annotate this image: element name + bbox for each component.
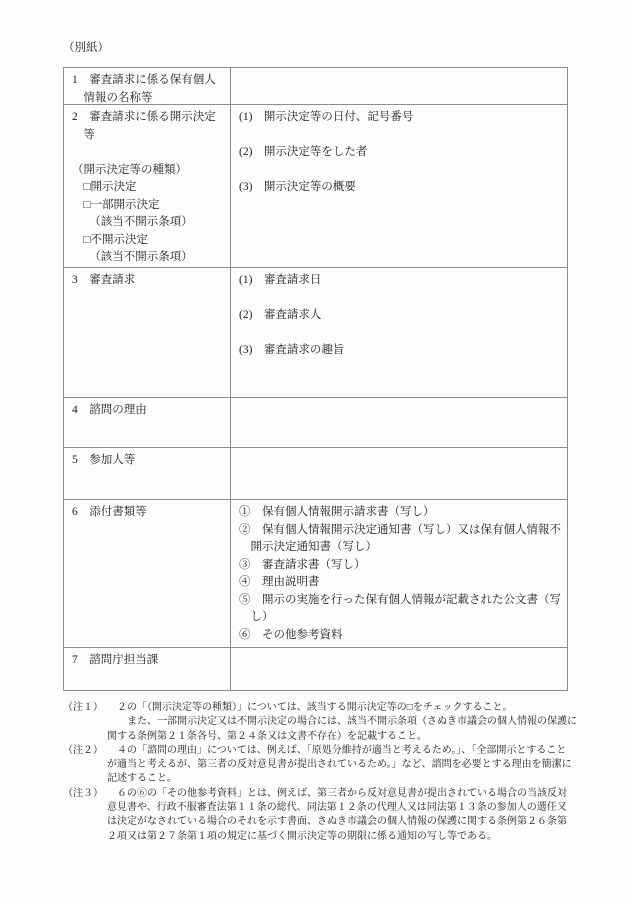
text-line: 意見書や、行政不服審査法第１１条の総代、同法第１２条の代理人又は同法第１３条の参加人の選任又 bbox=[107, 802, 567, 814]
text-line: 6 添付書類等 bbox=[72, 506, 147, 518]
text-line: 関する条例第２１条各号、第２４条又は文書不存在）を記載すること。 bbox=[107, 730, 427, 742]
text-line: (1) 審査請求日 bbox=[239, 274, 322, 286]
text-line: は決定がなされている場合のそれを示す書面、さぬき市議会の個人情報の保護に関する条例第２６条第 bbox=[107, 816, 567, 828]
text-line: (3) 審査請求の趣旨 bbox=[239, 344, 345, 356]
text-line: (1) 開示決定等の日付、記号番号 bbox=[239, 111, 414, 123]
text-line: (3) 開示決定等の概要 bbox=[239, 181, 356, 193]
row-header-cell bbox=[64, 648, 231, 690]
row-header-cell bbox=[64, 398, 231, 447]
text-line: し） bbox=[239, 611, 274, 623]
footnote-label: （注１） bbox=[63, 702, 103, 713]
text-line: 3 審査請求 bbox=[72, 274, 136, 286]
row-header-cell bbox=[64, 105, 231, 267]
row-content-cell bbox=[231, 648, 567, 690]
table-row-1 bbox=[64, 68, 567, 104]
text-line bbox=[239, 290, 564, 308]
text-line bbox=[239, 162, 564, 180]
text-line: 情報の名称等 bbox=[72, 91, 153, 104]
footnote-label: （注２） bbox=[63, 744, 103, 756]
table-row-3 bbox=[64, 267, 567, 397]
text-line: (2) 審査請求人 bbox=[239, 309, 322, 321]
footnote-3 bbox=[63, 787, 577, 844]
footnote-text bbox=[107, 787, 577, 844]
footnote-text bbox=[107, 701, 577, 744]
text-line: □開示決定 bbox=[72, 181, 137, 193]
text-line: が適当と考えるが、第三者の反対意見書が提出されているため。」など、諮問を必要とする理由を簡潔に bbox=[107, 759, 572, 771]
text-line: 2 審査請求に係る開示決定 bbox=[72, 111, 216, 123]
text-line: 7 諮問庁担当課 bbox=[72, 654, 159, 666]
row-content-cell bbox=[231, 68, 567, 104]
row-header-cell bbox=[64, 268, 231, 397]
footnote-label: （注３） bbox=[63, 787, 103, 799]
table-row-6 bbox=[64, 499, 567, 647]
text-line: ２の「（開示決定等の種類）」については、該当する開示決定等の□をチェックすること。 bbox=[107, 702, 513, 713]
text-line: □一部開示決定 bbox=[72, 198, 160, 211]
text-line: 1 審査請求に係る保有個人 bbox=[72, 74, 216, 86]
row-header-cell bbox=[64, 68, 231, 104]
table-row-7 bbox=[64, 647, 567, 690]
text-line: 4 諮問の理由 bbox=[72, 404, 147, 416]
text-line bbox=[239, 127, 564, 145]
text-line: 開示決定通知書（写し） bbox=[239, 541, 377, 553]
footnotes bbox=[63, 701, 577, 844]
text-line: 記述すること。 bbox=[107, 773, 177, 785]
text-line: ２項又は第２７条第１項の規定に基づく開示決定等の期限に係る通知の写し等である。 bbox=[107, 830, 497, 842]
text-line: 5 参加人等 bbox=[72, 454, 136, 466]
row-content-cell bbox=[231, 448, 567, 499]
footnote-text bbox=[107, 744, 577, 787]
text-line: （開示決定等の種類） bbox=[72, 163, 187, 176]
row-content-cell bbox=[231, 500, 567, 647]
text-line: ④ 理由説明書 bbox=[239, 576, 320, 588]
footnote-2 bbox=[63, 744, 577, 787]
row-content-cell bbox=[231, 105, 567, 267]
table-row-2 bbox=[64, 104, 567, 267]
text-line: ③ 審査請求書（写し） bbox=[239, 558, 366, 571]
row-header-cell bbox=[64, 500, 231, 647]
text-line: （該当不開示条項） bbox=[72, 251, 193, 263]
row-header-cell bbox=[64, 448, 231, 499]
text-line: また、一部開示決定又は不開示決定の場合には、該当不開示条項（さぬき市議会の個人情報の保護に bbox=[107, 716, 577, 728]
table-row-4 bbox=[64, 397, 567, 447]
text-line: (2) 開示決定等をした者 bbox=[239, 146, 368, 158]
row-content-cell bbox=[231, 398, 567, 447]
row-content-cell bbox=[231, 268, 567, 397]
attachment-label: （別紙） bbox=[63, 42, 109, 54]
text-line: ４の「諮問の理由」については、例えば、「原処分維持が適当と考えるため。」、「全部開示とすること bbox=[107, 744, 567, 756]
text-line: ⑥ その他参考資料 bbox=[239, 628, 343, 641]
text-line: 等 bbox=[72, 128, 95, 141]
text-line: （該当不開示条項） bbox=[72, 216, 193, 228]
text-line: ⑤ 開示の実施を行った保有個人情報が記載された公文書（写 bbox=[239, 593, 561, 606]
text-line bbox=[72, 144, 227, 162]
text-line: □不開示決定 bbox=[72, 233, 148, 246]
text-line: ６の⑥の「その他参考資料」とは、例えば、第三者から反対意見書が提出されている場合の当該反対 bbox=[107, 787, 567, 799]
text-line: ① 保有個人情報開示請求書（写し） bbox=[239, 506, 435, 518]
footnote-1 bbox=[63, 701, 577, 744]
form-table bbox=[63, 67, 568, 691]
table-row-5 bbox=[64, 447, 567, 499]
text-line: ② 保有個人情報開示決定通知書（写し）又は保有個人情報不 bbox=[239, 523, 561, 536]
text-line bbox=[239, 325, 564, 343]
